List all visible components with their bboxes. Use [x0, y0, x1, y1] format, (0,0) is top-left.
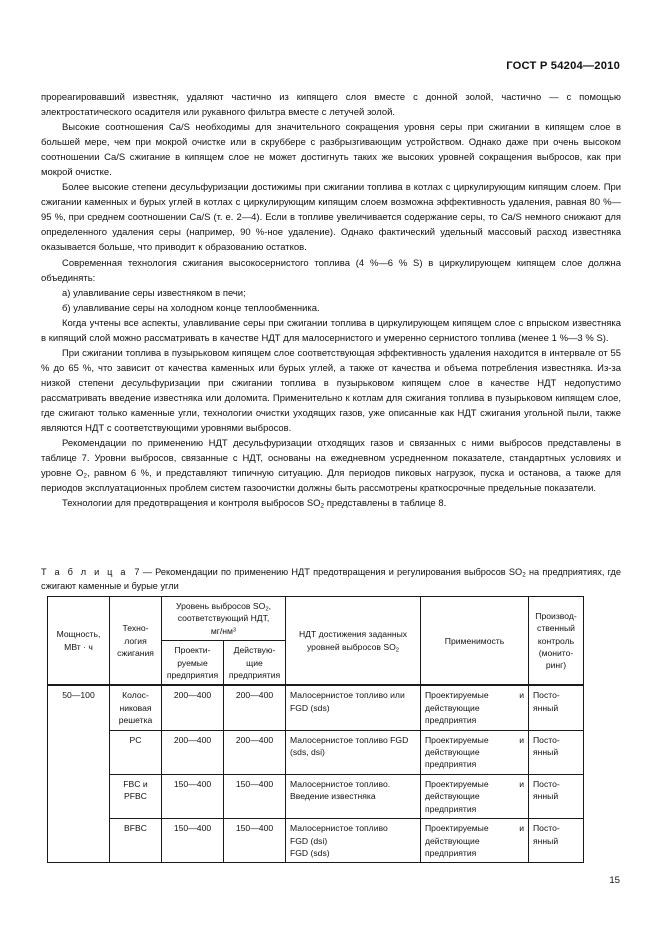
- cell-applicability: Проектируемые и действующие предприятия: [421, 685, 529, 730]
- th-applicability: Применимость: [421, 597, 529, 686]
- cell-bat: Малосернистое топливо. Введение известняка: [286, 774, 421, 818]
- cell-bat-line-1: Малосернистое топливо: [290, 823, 388, 834]
- th-technology: Технология сжигания: [110, 597, 162, 686]
- cell-designed: 200—400: [162, 730, 224, 774]
- cell-technology: PC: [110, 730, 162, 774]
- th-emission-group-unit: мг/нм: [210, 625, 233, 636]
- cell-operating: 150—400: [224, 819, 286, 863]
- th-monitoring: Производственный контроль (мониторинг): [529, 597, 584, 686]
- table-header-row-1: [48, 597, 584, 641]
- table-caption-text-before: Рекомендации по применению НДТ предотвращения и регулирования выбросов SO: [155, 567, 523, 577]
- th-emission-group-line1: Уровень выбросов SO: [176, 601, 266, 611]
- th-bat-line2: уровней выбросов SO: [306, 641, 396, 652]
- paragraph-recommendations-part2: , равном 6 %, и представляют типичную ситуацию. Для периодов пиковых нагрузок, пуска и останова, а также для периодов эксплуатационных проблем систем газоочистки должны быть рассмотрены краткосрочные предельные показатели.: [41, 468, 621, 495]
- cell-designed: 200—400: [162, 685, 224, 730]
- cell-bat: Малосернистое топливо FGD (sds, dsi): [286, 730, 421, 774]
- th-emission-group-line2: соответствующий НДТ,: [177, 613, 270, 624]
- table-7-head: [48, 597, 584, 686]
- cell-bat: [286, 819, 421, 863]
- paragraph-3: Более высокие степени десульфуризации достижимы при сжигании топлива в котлах с циркулирующим кипящим слоем. При сжигании каменных и бурых углей в котлах с циркулирующим кипящим слоем возможна эффективность удаления, равная 80 %—95 %, при среднем соотношении Ca/S (т. е. 2—4). Если в топливе увеличивается содержание серы, то Ca/S немного снижают для определенного удаления серы (например, 90 %-ное удаление). Однако фактический удельный массовый расход известняка оказывается больше, что приводит к образованию остатков.: [41, 182, 621, 254]
- th-power: Мощность, МВт · ч: [48, 597, 110, 686]
- cell-technology: BFBC: [110, 819, 162, 863]
- list-item-b: б) улавливание серы на холодном конце теплообменника.: [62, 302, 320, 314]
- table-7-wrapper: [47, 596, 583, 863]
- cell-monitoring: Постоянный: [529, 774, 584, 818]
- th-emission-unit-superscript: 3: [232, 627, 237, 634]
- table-caption-text-after: на предприятиях, где сжигают каменные и бурые угли: [41, 567, 622, 592]
- cell-operating: 200—400: [224, 685, 286, 730]
- table-caption: [41, 565, 621, 593]
- table-7: [47, 596, 584, 863]
- table-caption-number: 7: [134, 567, 140, 577]
- th-operating-enterprises: Действующие предприятия: [224, 641, 286, 686]
- paragraph-4: Современная технология сжигания высокосернистого топлива (4 %—6 % S) в циркулирующем кипящем слое должна объединять:: [41, 257, 621, 284]
- table-row: [48, 819, 584, 863]
- table-row: [48, 730, 584, 774]
- cell-monitoring: Постоянный: [529, 685, 584, 730]
- cell-operating: 150—400: [224, 774, 286, 818]
- th-emission-group: Уровень выбросов $SO_2$, соответствующий НДТ, $мг/нм^3$: [162, 597, 286, 641]
- table-caption-so2-subscript: 2: [522, 571, 526, 579]
- table-7-body: [48, 685, 584, 862]
- document-standard-header: ГОСТ Р 54204—2010: [506, 60, 620, 72]
- body-text-block: [41, 90, 621, 511]
- list-item-a: а) улавливание серы известняком в печи;: [62, 287, 246, 299]
- paragraph-2: Высокие соотношения Ca/S необходимы для значительного сокращения уровня серы при сжигании в кипящем слое в большей мере, чем при мокрой очистке или в скруббере с разбрызгивающим устройством. Однако даже при очень высоком соотношении Ca/S сжигание в кипящем слое не может достигнуть таких же высоких уровней сокращения выбросов, как при мокрой очистке.: [41, 122, 621, 179]
- cell-applicability: Проектируемые и действующие предприятия: [421, 819, 529, 863]
- cell-designed: 150—400: [162, 774, 224, 818]
- paragraph-recommendations: [41, 436, 621, 496]
- table-caption-label: Т а б л и ц а: [41, 567, 128, 577]
- cell-technology: Колосниковая решетка: [110, 685, 162, 730]
- cell-applicability: Проектируемые и действующие предприятия: [421, 730, 529, 774]
- paragraph-so2-table8: [41, 496, 621, 511]
- cell-monitoring: Постоянный: [529, 819, 584, 863]
- cell-applicability: Проектируемые и действующие предприятия: [421, 774, 529, 818]
- table-row: [48, 685, 584, 730]
- paragraph-1: прореагировавший известняк, удаляют частично из кипящего слоя вместе с донной золой, частично — с помощью электростатического осадителя или рукавного фильтра вместе с летучей золой.: [41, 92, 621, 119]
- paragraph-so2-table8-part2: представлены в таблице 8.: [324, 498, 447, 510]
- th-bat-line1: НДТ достижения заданных: [298, 629, 408, 640]
- th-emission-so2-subscript: 2: [265, 606, 269, 613]
- cell-power: 50—100: [48, 685, 110, 862]
- cell-designed: 150—400: [162, 819, 224, 863]
- paragraph-so2-table8-part1: Технологии для предотвращения и контроля выбросов SO: [62, 498, 321, 510]
- paragraph-6: При сжигании топлива в пузырьковом кипящем слое соответствующая эффективность удаления находится в интервале от 55 % до 65 %, что зависит от качества каменных или бурых углей, а также от качества и объема потребления известняка. Из-за низкой степени десульфуризации при сжигании топлива в пузырьковом кипящем слое в качестве НДТ недопустимо рассматривать введение известняка или доломита. Применительно к котлам для сжигания топлива в пузырьковом кипящем слое, где сжигают только каменные угли, технологии очистки уходящих газов, уже описанные как НДТ сжигания угольной пыли, также являются НДТ с соответствующими уровнями выбросов.: [41, 347, 621, 435]
- cell-bat-line-3: FGD (sds): [290, 847, 330, 858]
- cell-bat-line-2: FGD (dsi): [290, 835, 328, 846]
- page-number: 15: [609, 875, 620, 886]
- th-bat-so2-subscript: 2: [395, 647, 400, 653]
- cell-technology: FBC и PFBC: [110, 774, 162, 818]
- th-bat-achievement: [286, 597, 421, 686]
- so2-subscript: 2: [320, 502, 325, 510]
- cell-bat: Малосернистое топливо или FGD (sds): [286, 685, 421, 730]
- paragraph-5: Когда учтены все аспекты, улавливание серы при сжигании топлива в циркулирующем кипящем слое с впрыском известняка в кипящий слой можно рассматривать в качестве НДТ для малосернистого и умеренно сернистого топлива (менее 1 %—3 % S).: [41, 317, 621, 344]
- cell-operating: 200—400: [224, 730, 286, 774]
- table-row: [48, 774, 584, 818]
- o2-subscript: 2: [83, 472, 87, 480]
- cell-monitoring: Постоянный: [529, 730, 584, 774]
- table-caption-dash: —: [142, 567, 152, 577]
- paragraph-recommendations-part1: Рекомендации по применению НДТ десульфуризации отходящих газов и связанных с ними выбросов представлены в таблице 7. Уровни выбросов, связанные с НДТ, основаны на ежедневном усредненном показателе, стандартных условиях и уровне O: [41, 438, 621, 480]
- th-designed-enterprises: Проектируемые предприятия: [162, 641, 224, 686]
